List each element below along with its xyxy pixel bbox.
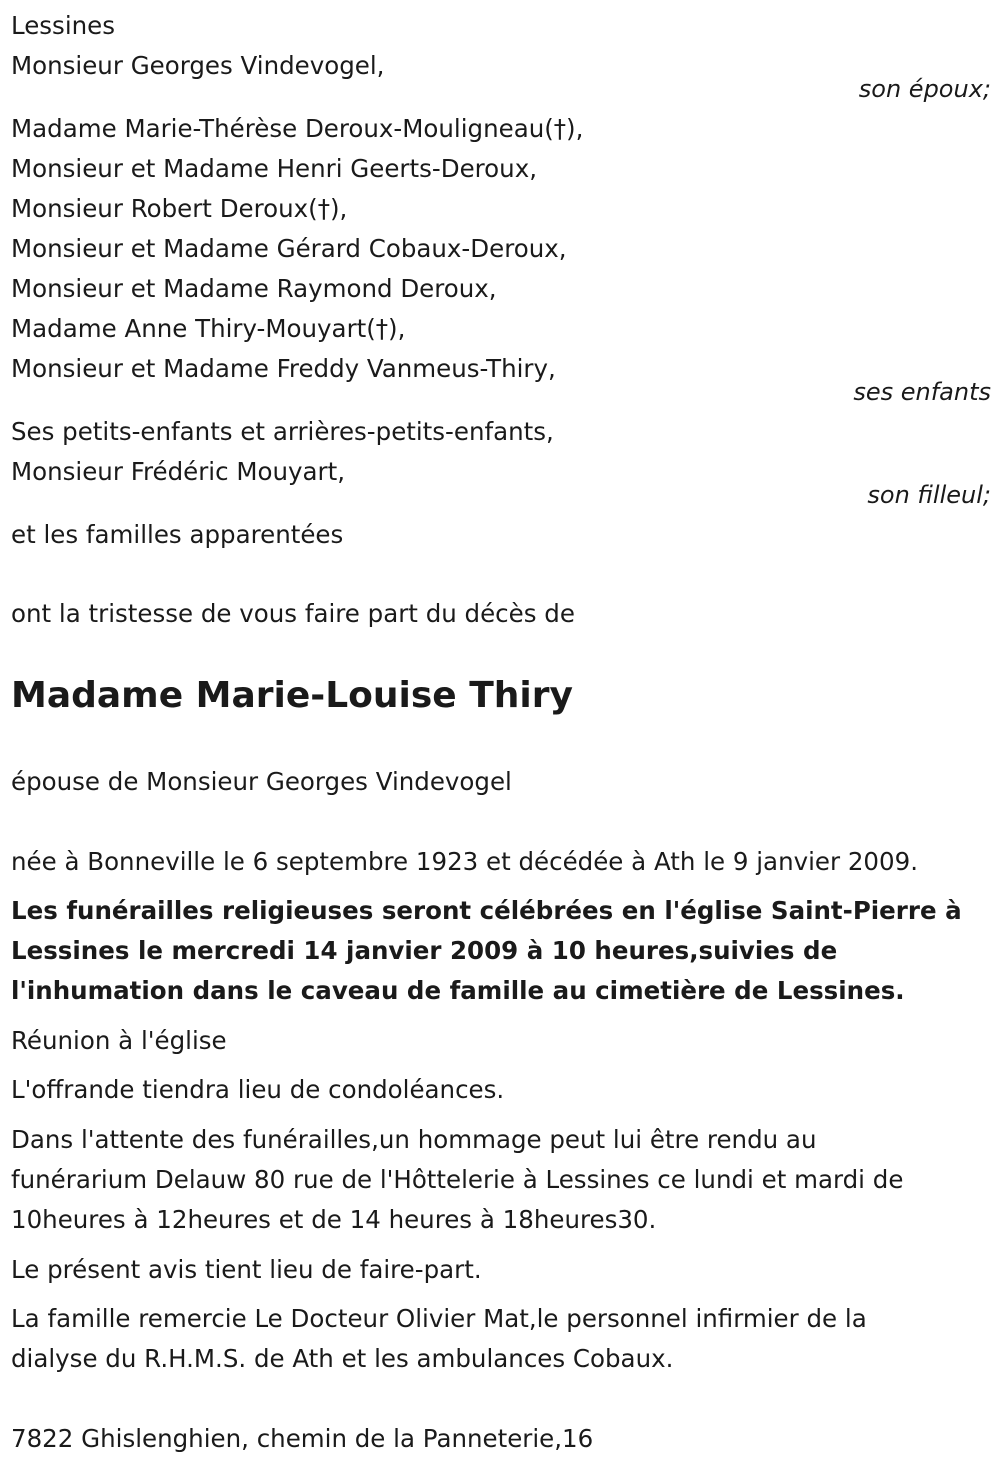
relatives-line: et les familles apparentées <box>11 520 344 549</box>
funeral-line: Lessines le mercredi 14 janvier 2009 à 10 heures,suivies de <box>11 936 838 965</box>
announcement-text: ont la tristesse de vous faire part du décès de <box>11 599 575 628</box>
meeting-text: Réunion à l'église <box>11 1026 227 1055</box>
child-line: Monsieur et Madame Freddy Vanmeus-Thiry, <box>11 354 556 383</box>
godson-role: son filleul; <box>867 481 991 509</box>
thanks-line: La famille remercie Le Docteur Olivier Mat,le personnel infirmier de la <box>11 1304 867 1333</box>
funeral-line: Les funérailles religieuses seront célébrées en l'église Saint-Pierre à <box>11 896 962 925</box>
child-line: Madame Marie-Thérèse Deroux-Mouligneau(†), <box>11 114 584 143</box>
spouse-line: Monsieur Georges Vindevogel, <box>11 51 385 80</box>
children-list <box>11 109 991 389</box>
announcement-block <box>11 594 991 634</box>
child-line: Monsieur et Madame Gérard Cobaux-Deroux, <box>11 234 567 263</box>
notice-block <box>11 1250 991 1290</box>
funeral-line: l'inhumation dans le caveau de famille au cimetière de Lessines. <box>11 976 905 1005</box>
viewing-line: Dans l'attente des funérailles,un hommage peut lui être rendu au <box>11 1125 817 1154</box>
child-line: Monsieur Robert Deroux(†), <box>11 194 348 223</box>
offering-block <box>11 1070 991 1110</box>
funeral-details <box>11 891 991 1011</box>
spouse-role: son époux; <box>858 75 991 103</box>
thanks-block <box>11 1299 991 1379</box>
spouse-of-text: épouse de Monsieur Georges Vindevogel <box>11 767 512 796</box>
relatives-block <box>11 515 991 555</box>
offering-text: L'offrande tiendra lieu de condoléances. <box>11 1075 505 1104</box>
spouse-of-block <box>11 762 991 802</box>
thanks-line: dialyse du R.H.M.S. de Ath et les ambulances Cobaux. <box>11 1344 674 1373</box>
children-role: ses enfants <box>853 378 991 406</box>
child-line: Madame Anne Thiry-Mouyart(†), <box>11 314 406 343</box>
address-text: 7822 Ghislenghien, chemin de la Panneterie,16 <box>11 1424 594 1453</box>
viewing-line: funérarium Delauw 80 rue de l'Hôttelerie à Lessines ce lundi et mardi de <box>11 1165 904 1194</box>
godson-line: Monsieur Frédéric Mouyart, <box>11 457 346 486</box>
deceased-block <box>11 674 991 718</box>
birth-death-text: née à Bonneville le 6 septembre 1923 et décédée à Ath le 9 janvier 2009. <box>11 847 918 876</box>
viewing-line: 10heures à 12heures et de 14 heures à 18heures30. <box>11 1205 657 1234</box>
grandchildren-line: Ses petits-enfants et arrières-petits-enfants, <box>11 417 554 446</box>
children-role-block <box>11 377 991 407</box>
locality: Lessines <box>11 11 115 40</box>
viewing-details <box>11 1120 991 1240</box>
meeting-block <box>11 1021 991 1061</box>
address-block <box>11 1419 991 1459</box>
deceased-name: Madame Marie-Louise Thiry <box>11 675 573 716</box>
spouse-role-block <box>11 74 991 104</box>
birth-death-block <box>11 842 991 882</box>
child-line: Monsieur et Madame Henri Geerts-Deroux, <box>11 154 537 183</box>
child-line: Monsieur et Madame Raymond Deroux, <box>11 274 497 303</box>
notice-text: Le présent avis tient lieu de faire-part. <box>11 1255 482 1284</box>
godson-role-block <box>11 480 991 510</box>
